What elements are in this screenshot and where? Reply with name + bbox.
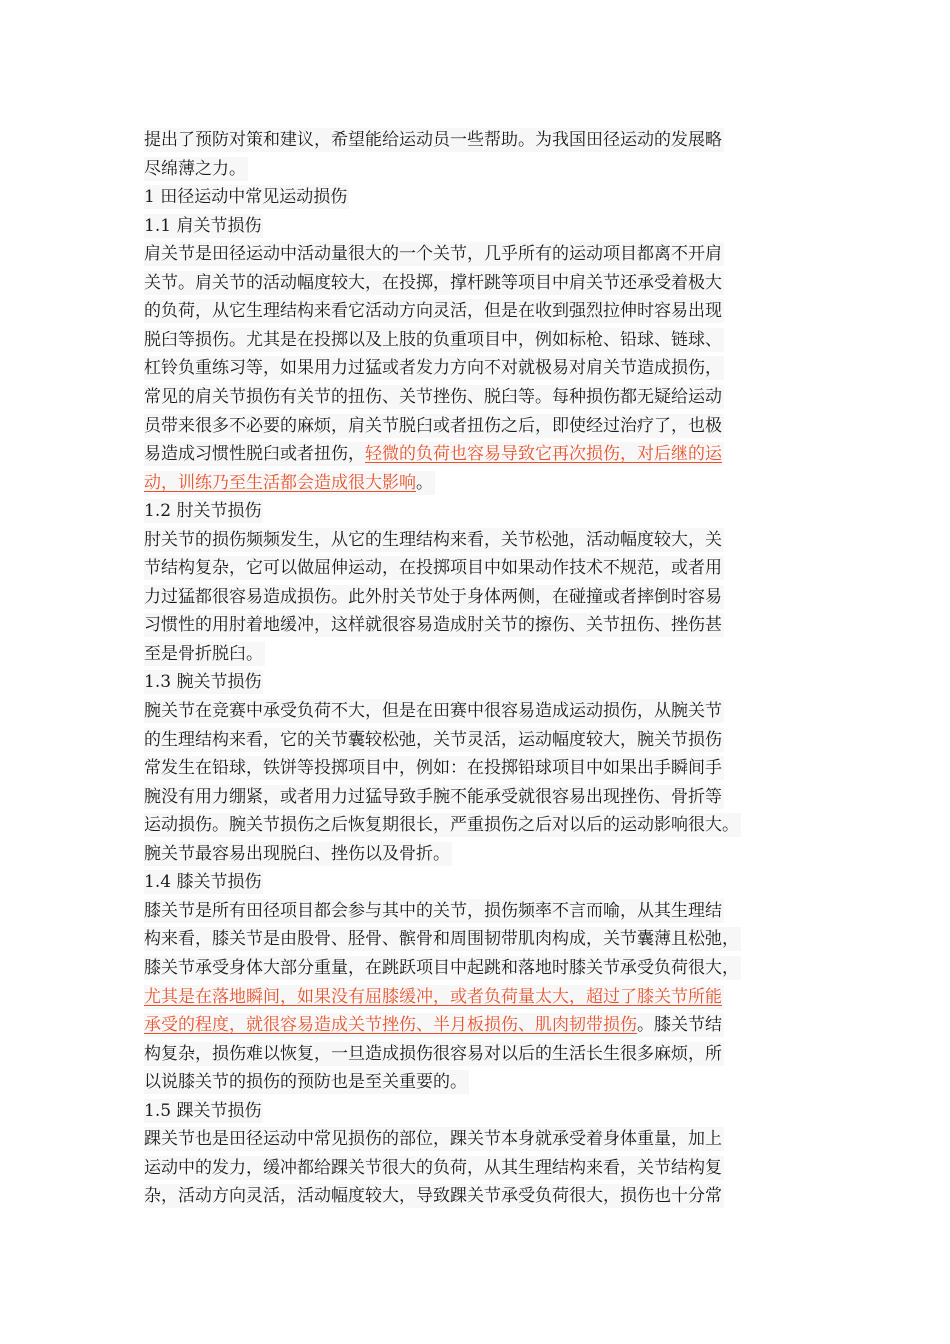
body-text: 至是骨折脱臼。 bbox=[144, 643, 263, 664]
text-line bbox=[144, 442, 724, 466]
body-text: 。 bbox=[416, 472, 433, 493]
body-text: 1.4 膝关节损伤 bbox=[144, 872, 262, 893]
body-text: 常见的肩关节损伤有关节的扭伤、关节挫伤、脱臼等。每种损伤都无疑给运动 bbox=[144, 386, 722, 407]
body-text: 习惯性的用肘着地缓冲，这样就很容易造成肘关节的擦伤、关节扭伤、挫伤甚 bbox=[144, 615, 722, 636]
text-line bbox=[144, 842, 452, 866]
body-text: 膝关节承受身体大部分重量，在跳跃项目中起跳和落地时膝关节承受负荷很大， bbox=[144, 957, 739, 978]
text-line bbox=[144, 157, 248, 181]
text-line bbox=[144, 271, 724, 295]
text-line bbox=[144, 242, 724, 266]
body-text: 肘关节的损伤频频发生，从它的生理结构来看，关节松弛，活动幅度较大，关 bbox=[144, 529, 722, 550]
text-line bbox=[144, 1156, 724, 1180]
body-text: 构来看，膝关节是由股骨、胫骨、髌骨和周围韧带肌肉构成，关节囊薄且松弛， bbox=[144, 929, 739, 950]
text-line bbox=[144, 642, 265, 666]
text-line bbox=[144, 899, 724, 923]
text-line bbox=[144, 785, 724, 809]
text-line bbox=[144, 1042, 724, 1066]
body-text: 腕没有用力绷紧，或者用力过猛导致手腕不能承受就很容易出现挫伤、骨折等 bbox=[144, 786, 722, 807]
text-line bbox=[144, 128, 724, 152]
text-line bbox=[144, 328, 724, 352]
text-line bbox=[144, 1099, 263, 1123]
body-text: 易造成习惯性脱臼或者扭伤， bbox=[144, 444, 365, 465]
text-line bbox=[144, 699, 724, 723]
body-text: 节结构复杂，它可以做屈伸运动，在投掷项目中如果动作技术不规范，或者用 bbox=[144, 558, 722, 579]
body-text: 运动损伤。腕关节损伤之后恢复期很长，严重损伤之后对以后的运动影响很大。 bbox=[144, 815, 739, 836]
text-line bbox=[144, 1127, 724, 1151]
text-line bbox=[144, 956, 741, 980]
text-line bbox=[144, 528, 724, 552]
text-line bbox=[144, 299, 724, 323]
body-text: 腕关节在竞赛中承受负荷不大，但是在田赛中很容易造成运动损伤，从腕关节 bbox=[144, 701, 722, 721]
text-line bbox=[144, 499, 263, 523]
text-line bbox=[144, 870, 263, 894]
body-text: 1.2 肘关节损伤 bbox=[144, 501, 262, 522]
highlighted-text: 尤其是在落地瞬间，如果没有屈膝缓冲，或者负荷量太大，超过了膝关节所能 bbox=[144, 986, 722, 1007]
highlighted-text: 动，训练乃至生活都会造成很大影响 bbox=[144, 472, 416, 493]
text-line bbox=[144, 985, 724, 1009]
body-text: 。膝关节结 bbox=[637, 1015, 722, 1036]
body-text: 肩关节是田径运动中活动量很大的一个关节，几乎所有的运动项目都离不开肩 bbox=[144, 244, 722, 265]
text-line bbox=[144, 756, 724, 780]
body-text: 尽绵薄之力。 bbox=[144, 158, 246, 179]
body-text: 脱臼等损伤。尤其是在投掷以及上肢的负重项目中，例如标枪、铅球、链球、 bbox=[144, 329, 722, 350]
body-text: 力过猛都很容易造成损伤。此外肘关节处于身体两侧，在碰撞或者摔倒时容易 bbox=[144, 586, 722, 607]
text-line bbox=[144, 471, 435, 495]
body-text: 杂，活动方向灵活，活动幅度较大，导致踝关节承受负荷很大，损伤也十分常 bbox=[144, 1186, 722, 1207]
body-text: 员带来很多不必要的麻烦，肩关节脱臼或者扭伤之后，即使经过治疗了，也极 bbox=[144, 415, 722, 436]
body-text: 提出了预防对策和建议，希望能给运动员一些帮助。为我国田径运动的发展略 bbox=[144, 130, 722, 150]
body-text: 的负荷，从它生理结构来看它活动方向灵活，但是在收到强烈拉伸时容易出现 bbox=[144, 301, 722, 322]
body-text: 常发生在铅球，铁饼等投掷项目中，例如：在投掷铅球项目中如果出手瞬间手 bbox=[144, 758, 722, 779]
text-line bbox=[144, 813, 741, 837]
text-line bbox=[144, 1184, 724, 1208]
body-text: 以说膝关节的损伤的预防也是至关重要的。 bbox=[144, 1072, 467, 1093]
body-text: 1.1 肩关节损伤 bbox=[144, 215, 262, 236]
body-text: 踝关节也是田径运动中常见损伤的部位，踝关节本身就承受着身体重量，加上 bbox=[144, 1129, 722, 1150]
body-text: 1.3 腕关节损伤 bbox=[144, 672, 262, 693]
text-line bbox=[144, 670, 263, 694]
body-text: 腕关节最容易出现脱臼、挫伤以及骨折。 bbox=[144, 843, 450, 864]
highlighted-text: 轻微的负荷也容易导致它再次损伤，对后继的运 bbox=[365, 444, 722, 465]
body-text: 1 田径运动中常见运动损伤 bbox=[144, 187, 348, 208]
text-line bbox=[144, 1070, 469, 1094]
text-line bbox=[144, 556, 724, 580]
body-text: 杠铃负重练习等，如果用力过猛或者发力方向不对就极易对肩关节造成损伤， bbox=[144, 358, 722, 379]
body-text: 构复杂，损伤难以恢复，一旦造成损伤很容易对以后的生活长生很多麻烦，所 bbox=[144, 1043, 722, 1064]
body-text: 膝关节是所有田径项目都会参与其中的关节，损伤频率不言而喻，从其生理结 bbox=[144, 900, 722, 921]
text-line bbox=[144, 613, 724, 637]
text-line bbox=[144, 385, 724, 409]
body-text: 1.5 踝关节损伤 bbox=[144, 1100, 262, 1121]
text-line bbox=[144, 1013, 724, 1037]
highlighted-text: 承受的程度，就很容易造成关节挫伤、半月板损伤、肌肉韧带损伤 bbox=[144, 1015, 637, 1036]
body-text: 运动中的发力，缓冲都给踝关节很大的负荷，从其生理结构来看，关节结构复 bbox=[144, 1157, 722, 1178]
body-text: 关节。肩关节的活动幅度较大，在投掷，撑杆跳等项目中肩关节还承受着极大 bbox=[144, 272, 722, 293]
text-line bbox=[144, 356, 724, 380]
text-line bbox=[144, 927, 741, 951]
body-text: 的生理结构来看，它的关节囊较松弛，关节灵活，运动幅度较大，腕关节损伤 bbox=[144, 729, 722, 750]
text-line bbox=[144, 728, 724, 752]
text-line bbox=[144, 585, 724, 609]
text-line bbox=[144, 214, 263, 238]
text-line bbox=[144, 185, 349, 209]
text-line bbox=[144, 414, 724, 438]
